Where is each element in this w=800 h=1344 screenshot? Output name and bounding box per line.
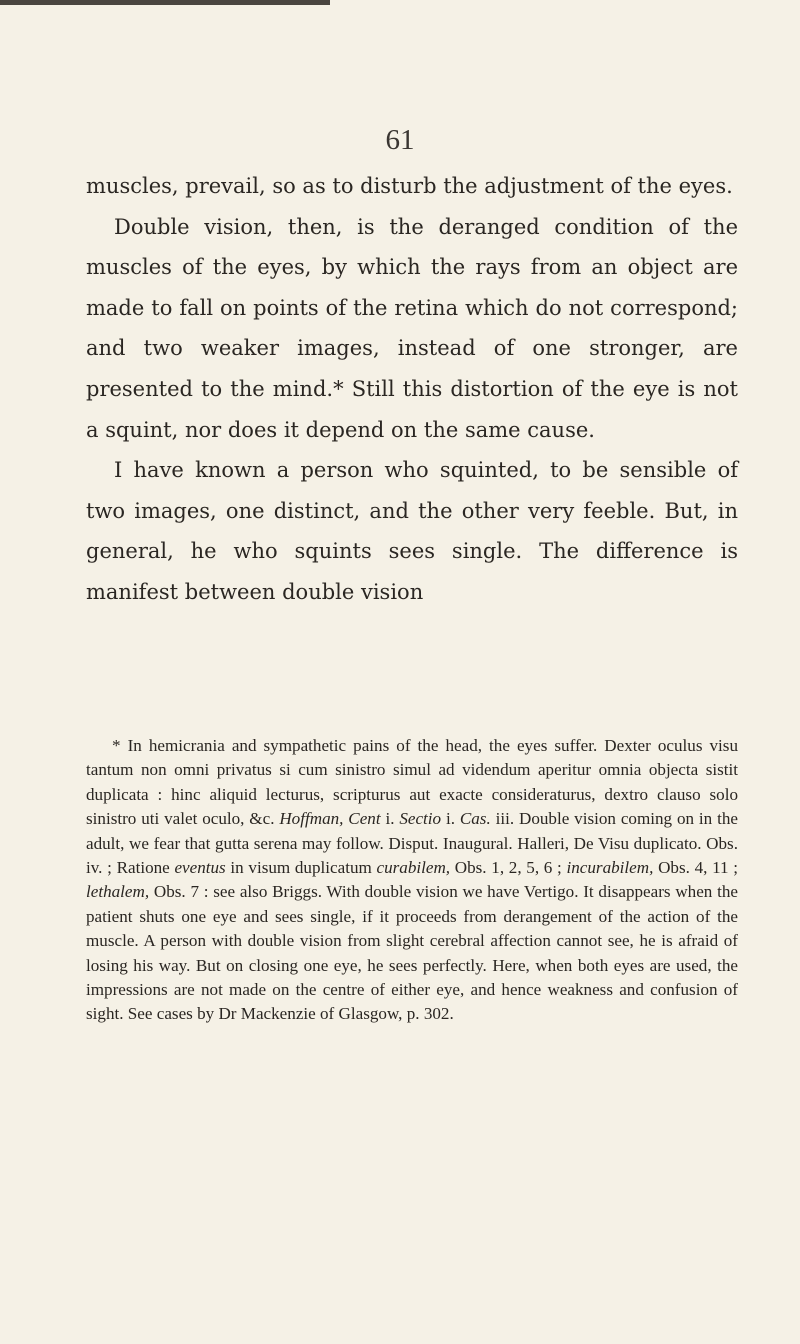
italic-text-segment: Cas.	[459, 809, 491, 829]
text-segment: Obs. 4, 11 ;	[653, 858, 738, 878]
text-segment: * In hemicrania and sympathetic pains of the head, the eyes suffer. Dexter oculus visu tantum non omni privatus si cum sinistro simul ad videndum aperitur omnia objecta sistit duplicata : hinc aliquid lecturus, scripturus aut exacte consideraturus, dextro clauso solo sinistro uti valet oculo, &c.	[86, 736, 738, 829]
text-segment: Obs. 7 : see also Briggs. With double vision we have Vertigo. It disappears when the patient shuts one eye and sees single, if it proceeds from derangement of the action of the muscle. A person with double vision from slight cerebral affection cannot see, he is afraid of losing his way. But on closing one eye, he sees perfectly. Here, when both eyes are used, the impressions are not made on the centre of either eye, and hence weakness and confusion of sight. See cases by Dr Mackenzie of Glasgow, p. 302.	[86, 882, 738, 1024]
text-segment: iii. Double vision coming on in the adult, we fear that gutta serena may follow. Disput. Inaugural. Halleri, De Visu duplicato. Obs. iv. ; Ratione	[86, 809, 738, 878]
top-edge-rule	[0, 0, 330, 5]
footnote	[86, 734, 738, 1027]
text-segment: I have known a person who squinted, to be sensible of two images, one distinct, and the other very feeble. But, in general, he who squints sees single. The difference is manifest between double vision	[86, 458, 738, 604]
text-segment: muscles, prevail, so as to disturb the adjustment of the eyes.	[86, 174, 733, 198]
body-text	[86, 166, 738, 613]
paragraph	[86, 207, 738, 451]
text-segment: i.	[380, 809, 400, 829]
italic-text-segment: Sectio	[399, 809, 442, 829]
paragraph	[86, 450, 738, 612]
italic-text-segment: curabilem,	[376, 858, 451, 878]
italic-text-segment: Hoffman, Cent	[279, 809, 381, 829]
text-segment: i.	[441, 809, 460, 829]
paragraph	[86, 166, 738, 207]
text-segment: Double vision, then, is the deranged condition of the muscles of the eyes, by which the rays from an object are made to fall on points of the retina which do not correspond; and two weaker images, instead of one stronger, are presented to the mind.* Still this distortion of the eye is not a squint, nor does it depend on the same cause.	[86, 214, 738, 442]
page-number: 61	[385, 124, 415, 156]
italic-text-segment: eventus	[174, 858, 226, 878]
footnote-paragraph	[86, 734, 738, 1027]
text-segment: Obs. 1, 2, 5, 6 ;	[450, 858, 567, 878]
text-segment: in visum duplicatum	[225, 858, 377, 878]
italic-text-segment: lethalem,	[86, 882, 150, 902]
italic-text-segment: incurabilem,	[566, 858, 654, 878]
